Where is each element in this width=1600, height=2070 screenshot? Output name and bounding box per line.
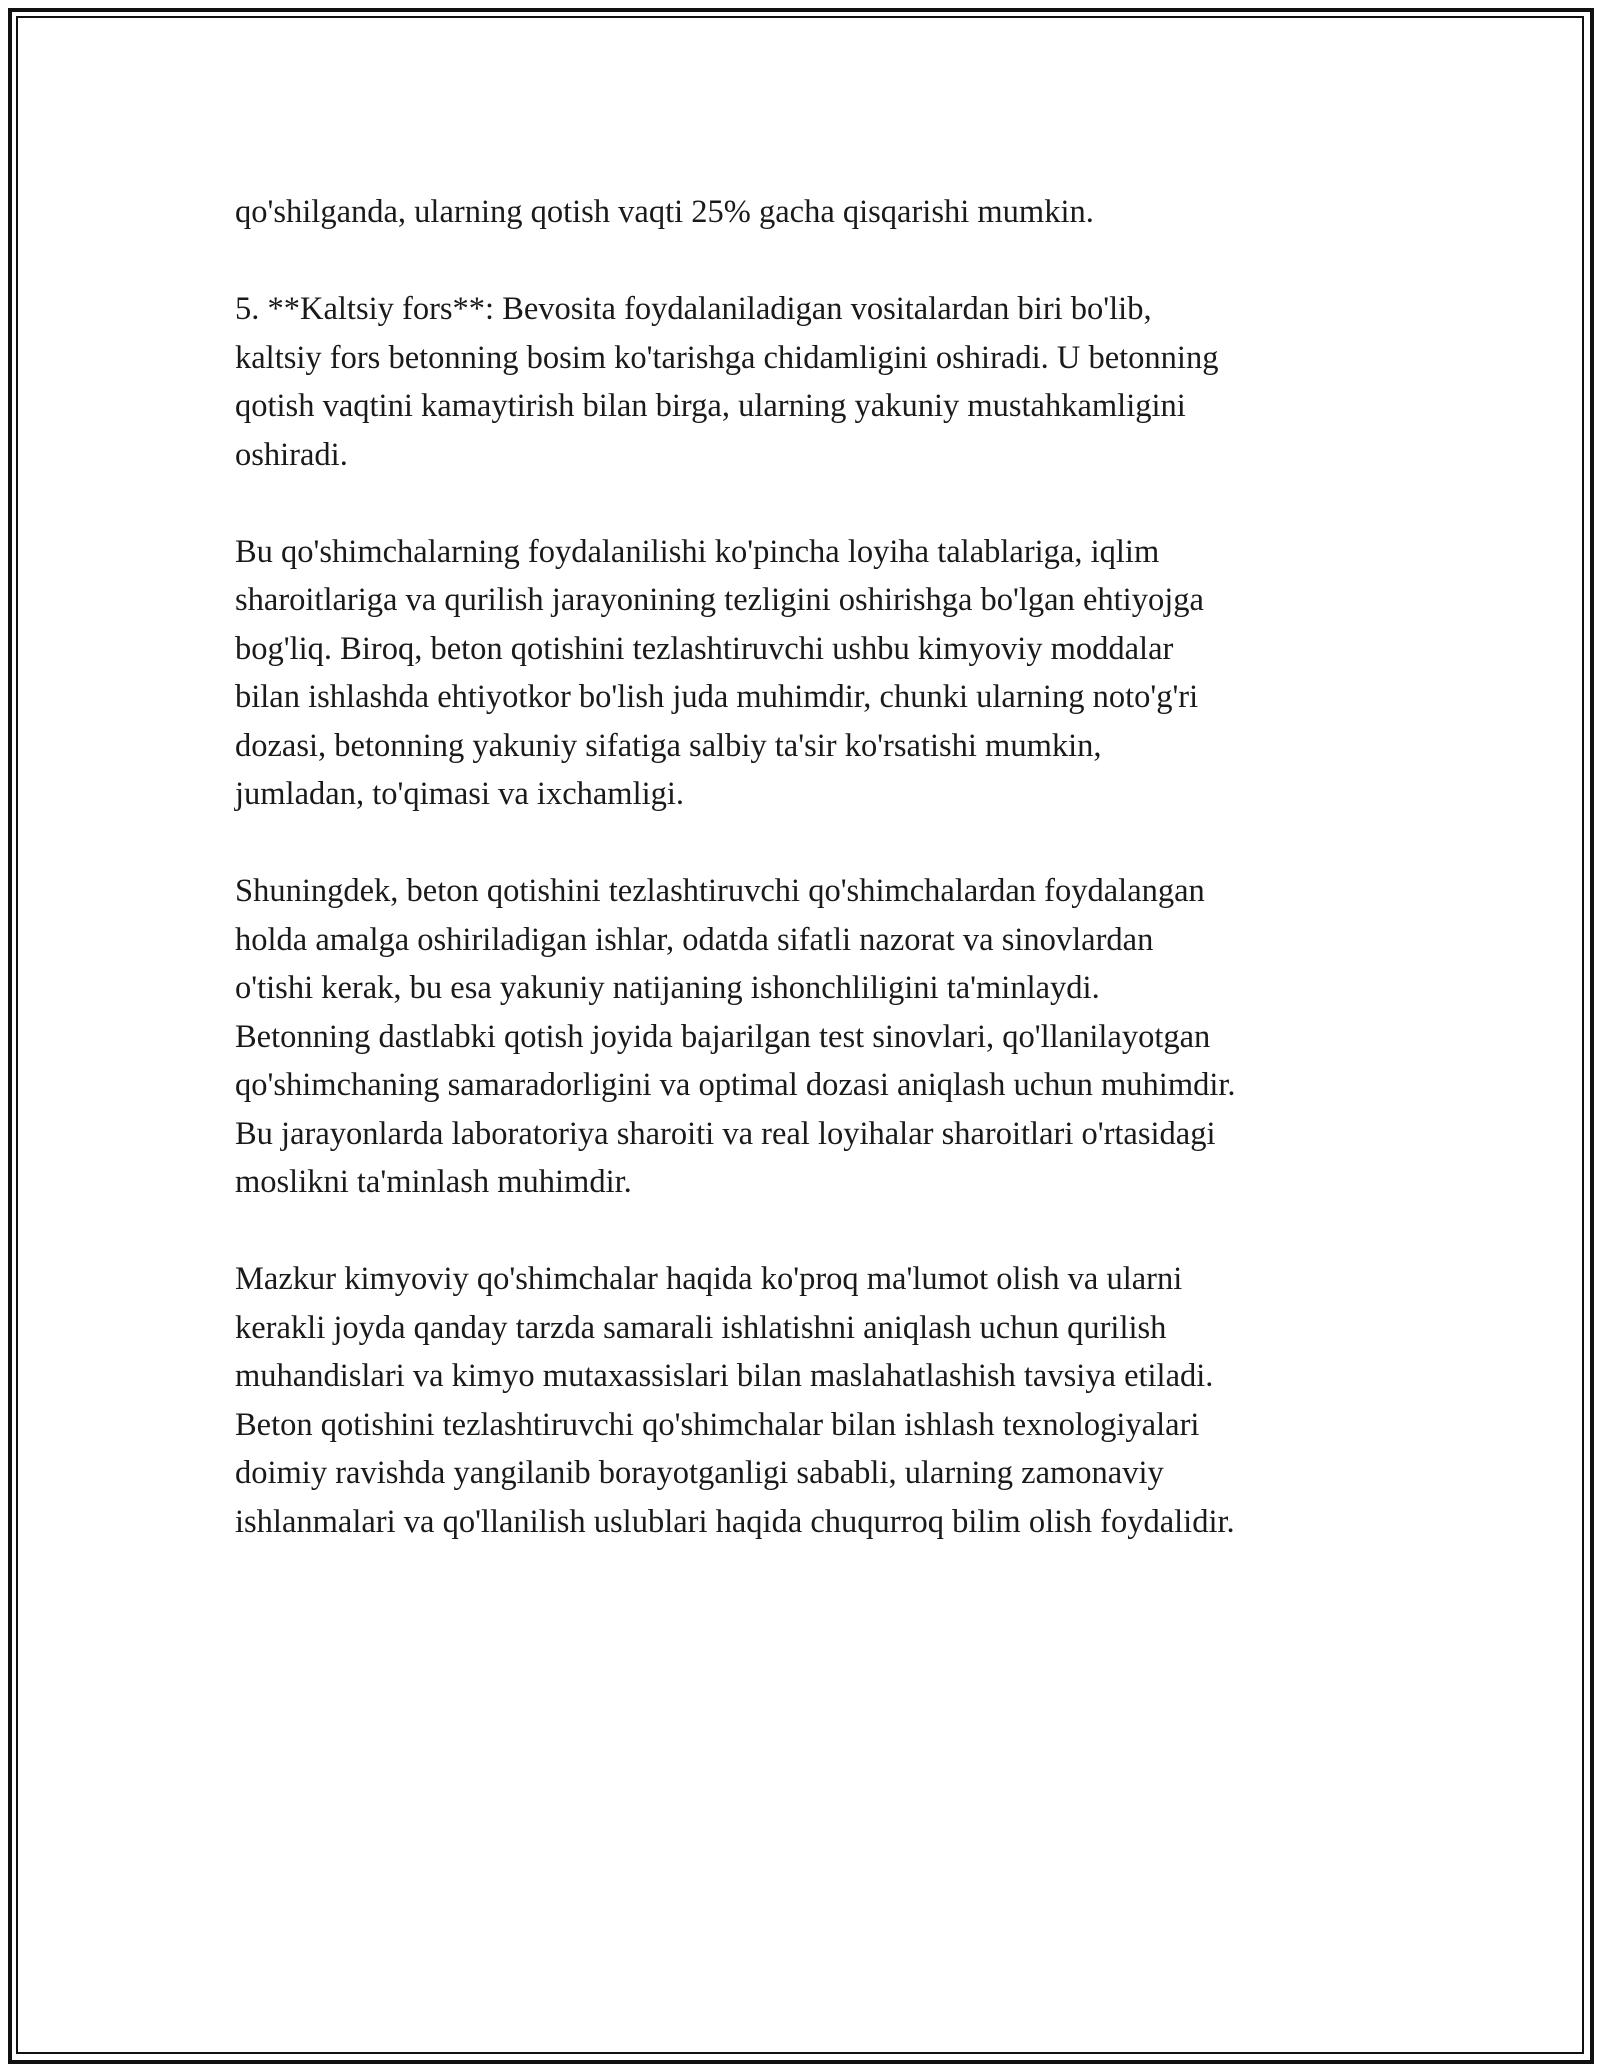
text-line: Betonning dastlabki qotish joyida bajarilgan test sinovlari, qo'llanilayotgan	[235, 1018, 1211, 1055]
text-line: dozasi, betonning yakuniy sifatiga salbiy ta'sir ko'rsatishi mumkin,	[235, 727, 1102, 764]
text-line: qotish vaqtini kamaytirish bilan birga, ularning yakuniy mustahkamligini	[235, 388, 1186, 424]
text-line: bog'liq. Biroq, beton qotishini tezlashtiruvchi ushbu kimyoviy moddalar	[235, 630, 1174, 667]
text-line: sharoitlariga va qurilish jarayonining tezligini oshirishga bo'lgan ehtiyojga	[235, 582, 1204, 618]
text-line: 5. **Kaltsiy fors**: Bevosita foydalaniladigan vositalardan biri bo'lib,	[235, 291, 1152, 327]
text-line: qo'shimchaning samaradorligini va optimal dozasi aniqlash uchun muhimdir.	[235, 1067, 1236, 1103]
paragraph-5	[235, 1255, 1395, 1546]
paragraph-1	[235, 188, 1395, 237]
document-body	[235, 188, 1395, 1595]
text-line: ishlanmalari va qo'llanilish uslublari haqida chuqurroq bilim olish foydalidir.	[235, 1503, 1235, 1540]
paragraph-kaltsiy-fors	[235, 285, 1395, 479]
text-line: doimiy ravishda yangilanib borayotganligi sababli, ularning zamonaviy	[235, 1455, 1164, 1491]
text-line: jumladan, to'qimasi va ixchamligi.	[235, 776, 685, 812]
text-line: Bu jarayonlarda laboratoriya sharoiti va real loyihalar sharoitlari o'rtasidagi	[235, 1115, 1216, 1152]
text-line: qo'shilganda, ularning qotish vaqti 25% gacha qisqarishi mumkin.	[235, 194, 1094, 230]
text-line: oshiradi.	[235, 436, 348, 473]
paragraph-3	[235, 528, 1395, 819]
text-line: o'tishi kerak, bu esa yakuniy natijaning ishonchliligini ta'minlaydi.	[235, 970, 1100, 1006]
text-line: Mazkur kimyoviy qo'shimchalar haqida ko'proq ma'lumot olish va ularni	[235, 1261, 1183, 1297]
text-line: Shuningdek, beton qotishini tezlashtiruvchi qo'shimchalardan foydalangan	[235, 873, 1205, 909]
text-line: Bu qo'shimchalarning foydalanilishi ko'pincha loyiha talablariga, iqlim	[235, 533, 1160, 570]
text-line: muhandislari va kimyo mutaxassislari bilan maslahatlashish tavsiya etiladi.	[235, 1358, 1214, 1394]
text-line: bilan ishlashda ehtiyotkor bo'lish juda muhimdir, chunki ularning noto'g'ri	[235, 679, 1199, 715]
paragraph-4	[235, 867, 1395, 1207]
text-line: moslikni ta'minlash muhimdir.	[235, 1164, 632, 1200]
text-line: kaltsiy fors betonning bosim ko'tarishga chidamligini oshiradi. U betonning	[235, 339, 1219, 376]
text-line: Beton qotishini tezlashtiruvchi qo'shimchalar bilan ishlash texnologiyalari	[235, 1406, 1200, 1443]
text-line: holda amalga oshiriladigan ishlar, odatda sifatli nazorat va sinovlardan	[235, 921, 1154, 958]
text-line: kerakli joyda qanday tarzda samarali ishlatishni aniqlash uchun qurilish	[235, 1309, 1167, 1346]
